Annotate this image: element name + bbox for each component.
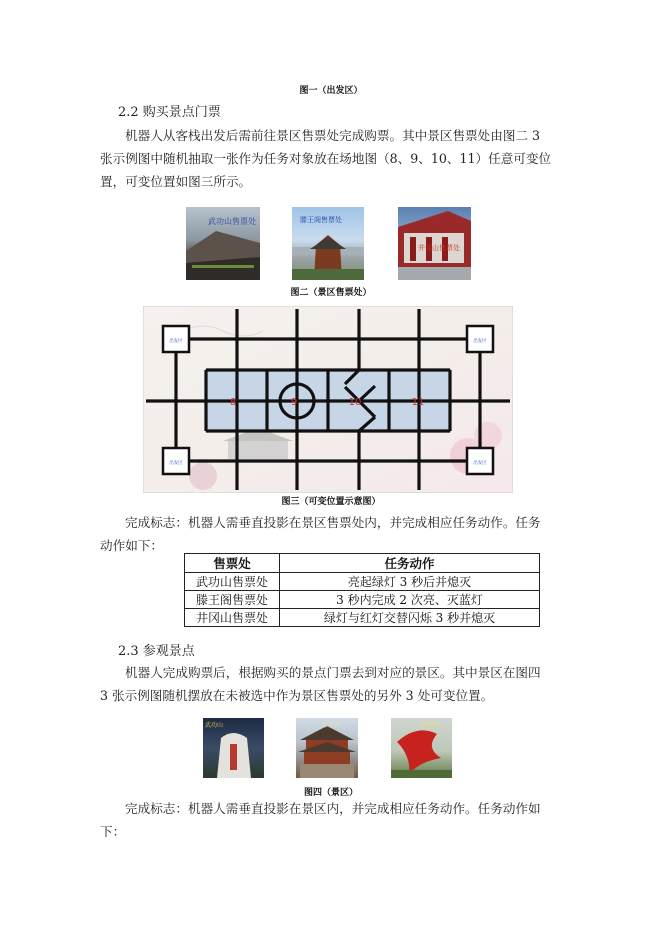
- table-cell: 武功山售票处: [185, 573, 280, 591]
- fig4-caption: 图四（景区）: [303, 788, 358, 798]
- wugongshan-ticket-office-photo: [186, 207, 260, 280]
- table-cell: 亮起绿灯 3 秒后并熄灭: [280, 573, 540, 591]
- jinggangshan-ticket-office-photo: [398, 207, 471, 280]
- cell-number-11: 11: [411, 397, 425, 408]
- table-row: [185, 591, 540, 609]
- paragraph-line: 3 张示例图随机摆放在未被选中作为景区售票处的另外 3 处可变位置。: [100, 688, 494, 703]
- photo-label: 滕王阁: [322, 722, 341, 729]
- table-row: [185, 609, 540, 627]
- fig3-caption: 图三（可变位置示意图）: [281, 497, 381, 507]
- table-cell: 3 秒内完成 2 次亮、灭蓝灯: [280, 591, 540, 609]
- photo-label: 滕王阁售票处: [300, 216, 342, 224]
- cell-number-8: 8: [229, 397, 237, 408]
- paragraph-line: 张示例图中随机抽取一张作为任务对象放在场地图（8、9、10、11）任意可变位: [100, 151, 552, 166]
- table-cell: 井冈山售票处: [185, 609, 280, 627]
- corner-label: 出发区: [169, 339, 183, 344]
- table-cell: 绿灯与红灯交替闪烁 3 秒并熄灭: [280, 609, 540, 627]
- table-cell: 滕王阁售票处: [185, 591, 280, 609]
- task-table: [184, 553, 540, 627]
- paragraph-line: 机器人完成购票后，根据购买的景点门票去到对应的景区。其中景区在图四: [125, 665, 541, 680]
- table-row: [185, 573, 540, 591]
- section-2-2-heading: 2.2 购买景点门票: [118, 105, 221, 120]
- paragraph-line: 完成标志：机器人需垂直投影在景区内，并完成相应任务动作。任务动作如: [125, 801, 541, 816]
- corner-label: 出发区: [473, 339, 487, 344]
- table-header-row: [185, 554, 540, 573]
- wugongshan-scenic-photo: [203, 718, 264, 778]
- cell-number-9: 9: [290, 397, 298, 408]
- photo-label: 井冈山: [421, 722, 440, 729]
- table-header-cell: 任务动作: [280, 554, 540, 573]
- section-2-2-completion: [100, 511, 562, 557]
- paragraph-line: 动作如下：: [100, 538, 163, 553]
- tengwangge-ticket-office-photo: [292, 207, 364, 280]
- paragraph-line: 置，可变位置如图三所示。: [100, 174, 252, 189]
- paragraph-line: 完成标志：机器人需垂直投影在景区售票处内，并完成相应任务动作。任务: [125, 515, 541, 530]
- photo-label: 井冈山售票处: [418, 244, 460, 252]
- fig2-caption: 图二（景区售票处）: [290, 288, 372, 298]
- table-header-cell: 售票处: [185, 554, 280, 573]
- paragraph-line: 机器人从客栈出发后需前往景区售票处完成购票。其中景区售票处由图二 3: [125, 128, 541, 143]
- section-2-2-paragraph: [100, 124, 562, 193]
- photo-label: 武功山: [205, 722, 224, 729]
- corner-label: 出发区: [473, 461, 487, 466]
- section-2-3-heading: 2.3 参观景点: [118, 644, 195, 659]
- tengwangge-scenic-photo: [296, 718, 358, 778]
- cell-number-10: 10: [348, 397, 362, 408]
- paragraph-line: 下：: [100, 824, 126, 839]
- fig1-caption: 图一（出发区）: [299, 86, 363, 96]
- section-2-3-paragraph: [100, 661, 562, 707]
- jinggangshan-scenic-photo: [391, 718, 452, 778]
- corner-label: 出发区: [169, 461, 183, 466]
- section-2-3-completion: [100, 797, 562, 843]
- photo-label: 武功山售票处: [208, 217, 256, 226]
- field-map: [143, 306, 513, 493]
